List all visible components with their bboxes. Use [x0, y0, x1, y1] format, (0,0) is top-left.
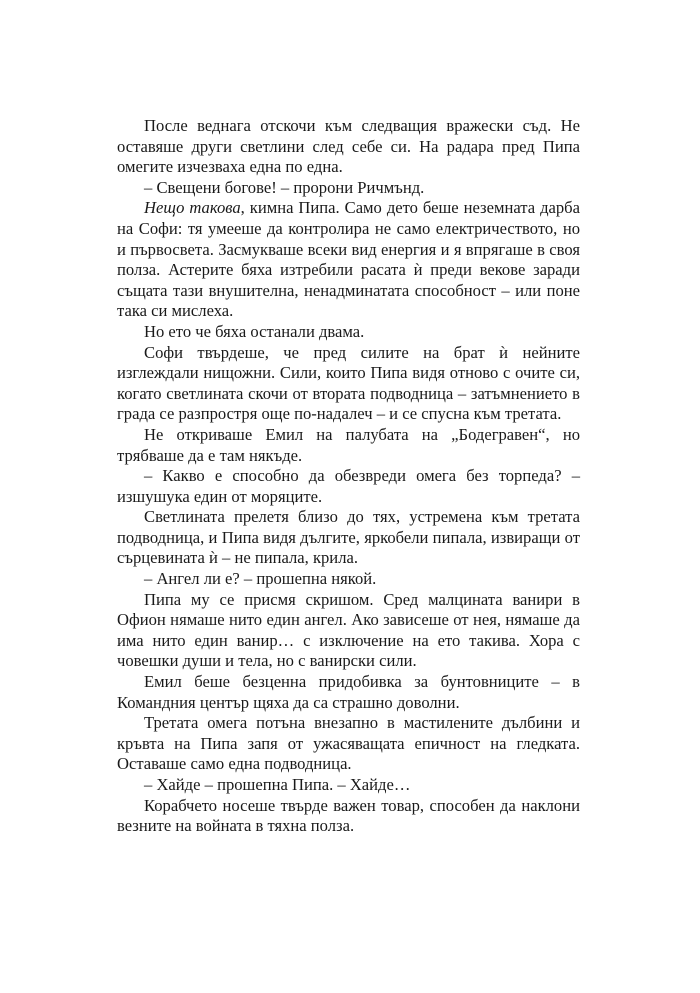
paragraph-2: – Свещени богове! – пророни Ричмънд.	[144, 177, 425, 197]
paragraph-3-italic: Нещо такова	[144, 198, 241, 218]
paragraph-8: Светлината прелетя близо до тях, устремена към третата подводница, и Пипа видя дългите, яркобели пипала, извиращи от сърцевината ѝ – не пипала, крила.	[117, 507, 580, 568]
paragraph-9: – Ангел ли е? – прошепна някой.	[144, 569, 377, 589]
paragraph-7: – Какво е способно да обезвреди омега без торпеда? – изшушука един от моряците.	[117, 466, 580, 506]
page-body-text	[117, 116, 580, 837]
paragraph-6: Не откриваше Емил на палубата на „Бодегравен“, но трябваше да е там някъде.	[117, 424, 580, 465]
paragraph-11: Емил беше безценна придобивка за бунтовниците – в Командния център щяха да са страшно доволни.	[117, 672, 580, 712]
paragraph-3-rest: , кимна Пипа. Само дето беше неземната дарба на Софи: тя умееше да контролира не само електричеството, но и първосвета. Засмукваше всеки вид енергия и я впрягаше в своя полза. Астерите бяха изтребили расата ѝ преди векове заради същата тази внушителна, ненадминатата способност – или поне така си мислеха.	[117, 198, 580, 321]
paragraph-5: Софи твърдеше, че пред силите на брат ѝ нейните изглеждали нищожни. Сили, които Пипа видя отново с очите си, когато светлината скочи от втората подводница – затъмнението в града се разпростря още по-надалеч – и се спусна към третата.	[117, 342, 580, 424]
paragraph-14: Корабчето носеше твърде важен товар, способен да наклони везните на войната в тяхна полза.	[117, 795, 580, 836]
paragraph-12: Третата омега потъна внезапно в мастилените дълбини и кръвта на Пипа запя от ужасяващата епичност на гледката. Оставаше само една подводница.	[117, 713, 580, 774]
paragraph-13: – Хайде – прошепна Пипа. – Хайде…	[144, 775, 411, 794]
paragraph-4: Но ето че бяха останали двама.	[144, 321, 365, 341]
paragraph-3	[117, 198, 580, 322]
paragraph-1: После веднага отскочи към следващия вражески съд. Не оставяше други светлини след себе си. На радара пред Пипа омегите изчезваха една по една.	[117, 116, 580, 177]
paragraph-10: Пипа му се присмя скришом. Сред малцината ванири в Офион нямаше нито един ангел. Ако зависеше от нея, нямаше да има нито един ванир… с изключение на ето такива. Хора с човешки души и тела, но с ванирски сили.	[117, 589, 580, 671]
